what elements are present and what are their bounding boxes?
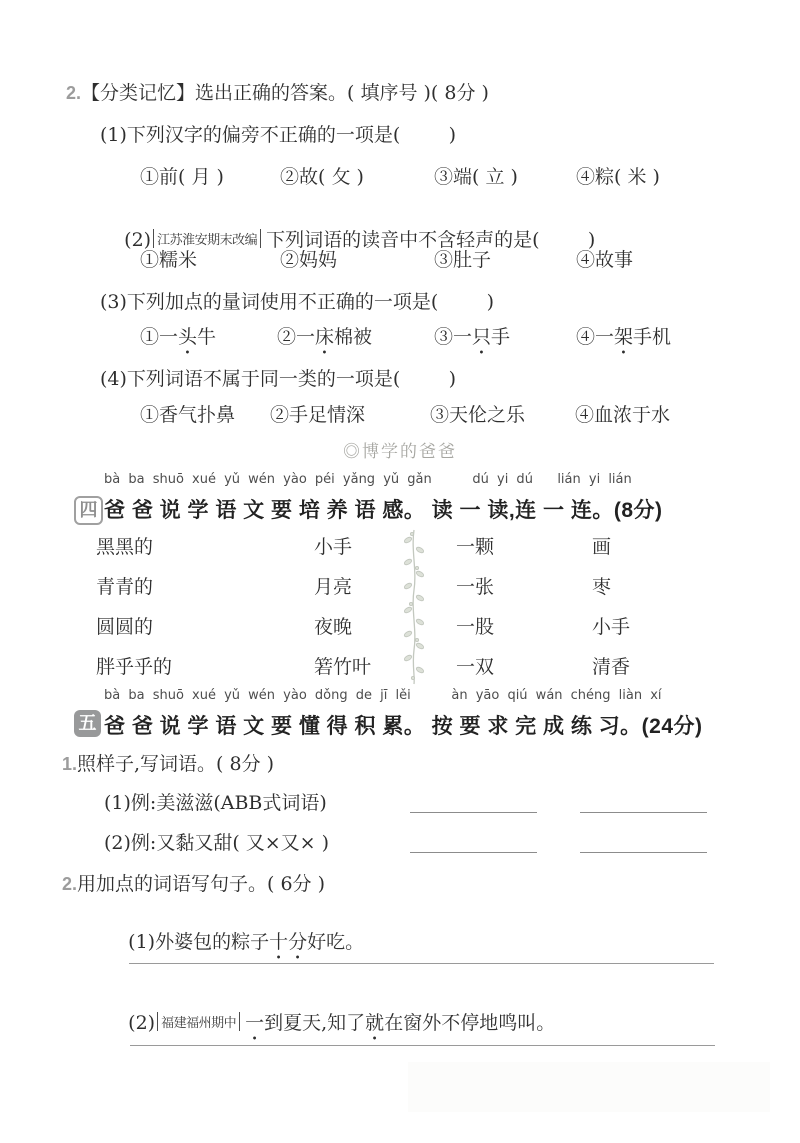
match-adjective: 圆圆的 [96, 616, 154, 638]
exercise-1-heading [62, 749, 274, 776]
subquestion-text: 下列词语的读音中不含轻声的是( ) [266, 229, 596, 251]
option-row-4 [0, 400, 800, 430]
exercise-2-item-2 [104, 986, 555, 1067]
option: ①前( 月 ) [140, 166, 224, 188]
option-text: 棉被 [334, 326, 373, 348]
option-row-3 [0, 322, 800, 356]
option-text: 牛 [197, 326, 217, 348]
match-row [0, 652, 800, 684]
match-measure: 一张 [456, 576, 495, 598]
exercise-2-heading [62, 869, 325, 896]
answer-blank [580, 812, 707, 813]
option-text: 手 [491, 326, 511, 348]
match-measure: 一双 [456, 656, 495, 678]
dotted-char: 头 [178, 326, 198, 348]
match-noun: 月亮 [314, 576, 353, 598]
option [576, 322, 671, 359]
exercise-title: 用加点的词语写句子。( 6分 ) [77, 873, 326, 895]
sentence-number: (2) [128, 1012, 156, 1034]
match-object: 清香 [592, 656, 631, 678]
answer-line [129, 963, 714, 964]
vine-divider-icon [402, 528, 426, 686]
option: ④血浓于水 [575, 404, 671, 426]
match-noun: 箬竹叶 [314, 656, 372, 678]
example-label: (2)例:又黏又甜( 又×又× ) [104, 832, 330, 854]
match-row [0, 532, 800, 564]
option: ②故( 攵 ) [280, 166, 364, 188]
option-row-2 [0, 245, 800, 275]
dotted-char: 架 [614, 326, 634, 348]
match-adjective: 胖乎乎的 [96, 656, 173, 678]
section-5-badge: 五 [74, 710, 101, 737]
exercise-1-item-1 [0, 788, 800, 822]
exercise-1-item-2 [0, 828, 800, 862]
match-adjective: 青青的 [96, 576, 154, 598]
answer-line [130, 1045, 715, 1046]
option: ③端( 立 ) [434, 166, 518, 188]
option-text: ④一 [576, 326, 615, 348]
section-divider-heading: ◎博学的爸爸 [343, 442, 457, 461]
option: ③天伦之乐 [430, 404, 526, 426]
section-5-pinyin: bà ba shuō xué yǔ wén yào dǒng de jī lěi àn yāo qiú wán chéng liàn xí [104, 688, 662, 703]
dotted-char: 床 [315, 326, 335, 348]
exercise-2-item-1 [104, 905, 364, 986]
option-text: ③一 [434, 326, 473, 348]
match-row [0, 572, 800, 604]
sentence-text: (1)外婆包的粽子 [128, 931, 270, 953]
answer-blank [410, 812, 537, 813]
exam-source-tag: 江苏淮安期末改编 [153, 229, 261, 248]
dotted-char: 只 [472, 326, 492, 348]
match-measure: 一颗 [456, 536, 495, 558]
option: ①香气扑鼻 [140, 404, 236, 426]
option: ④粽( 米 ) [576, 166, 660, 188]
section-4-pinyin: bà ba shuō xué yǔ wén yào péi yǎng yǔ gǎn dú yi dú lián yi lián [104, 472, 632, 487]
dotted-word: 就 [365, 1012, 385, 1034]
question-2-heading [66, 78, 489, 105]
option: ③肚子 [434, 249, 492, 271]
option-row-1 [0, 162, 800, 192]
exercise-number: 2. [62, 874, 78, 894]
match-row [0, 612, 800, 644]
example-label: (1)例:美滋滋(ABB式词语) [104, 792, 327, 814]
option: ②妈妈 [280, 249, 338, 271]
exercise-title: 照样子,写词语。( 8分 ) [77, 753, 275, 775]
option [140, 322, 216, 359]
subquestion-number: (2) [124, 229, 152, 251]
section-5-title: 爸 爸 说 学 语 文 要 懂 得 积 累。 按 要 求 完 成 练 习。(24分) [104, 715, 703, 738]
page-shadow [408, 1062, 770, 1112]
match-object: 小手 [592, 616, 631, 638]
match-noun: 夜晚 [314, 616, 353, 638]
section-4-title: 爸 爸 说 学 语 文 要 培 养 语 感。 读 一 读,连 一 连。(8分) [104, 499, 663, 522]
option-text: 手机 [633, 326, 672, 348]
dotted-word: 十分 [269, 931, 308, 953]
dotted-word: 一 [245, 1012, 265, 1034]
answer-blank [410, 852, 537, 853]
question-title: 【分类记忆】选出正确的答案。( 填序号 )( 8分 ) [81, 82, 489, 104]
option-text: ②一 [277, 326, 316, 348]
match-object: 枣 [592, 576, 612, 598]
sentence-text: 好吃。 [307, 931, 365, 953]
option: ④故事 [576, 249, 634, 271]
section-4-badge: 四 [74, 496, 103, 525]
option: ②手足情深 [270, 404, 366, 426]
subquestion-1-label: (1)下列汉字的偏旁不正确的一项是( ) [100, 124, 457, 146]
exam-source-tag: 福建福州期中 [157, 1012, 240, 1031]
sentence-text: 到夏天,知了 [264, 1012, 366, 1034]
match-adjective: 黑黑的 [96, 536, 154, 558]
option [434, 322, 510, 359]
question-number: 2. [66, 83, 82, 103]
option-text: ①一 [140, 326, 179, 348]
match-measure: 一股 [456, 616, 495, 638]
match-object: 画 [592, 536, 612, 558]
exercise-number: 1. [62, 754, 78, 774]
match-noun: 小手 [314, 536, 353, 558]
option [277, 322, 372, 359]
subquestion-3-label: (3)下列加点的量词使用不正确的一项是( ) [100, 291, 495, 313]
option: ①糯米 [140, 249, 198, 271]
sentence-text: 在窗外不停地鸣叫。 [384, 1012, 556, 1034]
answer-blank [580, 852, 707, 853]
subquestion-4-label: (4)下列词语不属于同一类的一项是( ) [100, 368, 457, 390]
